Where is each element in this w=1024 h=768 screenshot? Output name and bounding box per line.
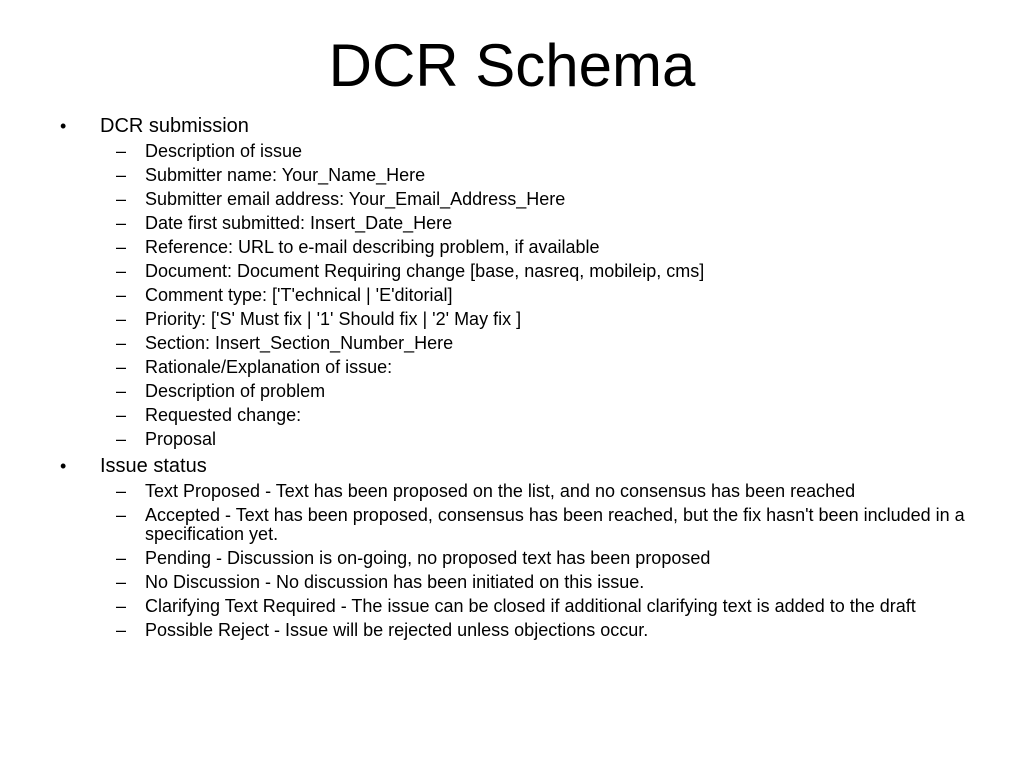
- dash-icon: –: [116, 572, 127, 592]
- sub-item: [0, 356, 1024, 380]
- dash-icon: –: [116, 165, 127, 185]
- bullet-item: [0, 112, 1024, 140]
- sub-item: [0, 480, 1024, 504]
- dash-icon: –: [116, 285, 127, 305]
- sub-item: [0, 504, 1024, 547]
- sub-item: [0, 595, 1024, 619]
- sub-item-text: Comment type: ['T'echnical | 'E'ditorial]: [145, 285, 453, 305]
- sub-item-text: Section: Insert_Section_Number_Here: [145, 333, 454, 353]
- sub-item-text: Submitter email address: Your_Email_Address_Here: [145, 189, 566, 209]
- dash-icon: –: [116, 405, 127, 425]
- slide-body: [0, 112, 1024, 643]
- dash-icon: –: [116, 261, 127, 281]
- dash-icon: –: [116, 548, 127, 568]
- sub-item: [0, 212, 1024, 236]
- slide-title: DCR Schema: [328, 32, 696, 99]
- bullet-icon: •: [60, 116, 67, 136]
- sub-item: [0, 332, 1024, 356]
- sub-item-text: Requested change:: [145, 405, 302, 425]
- dash-icon: –: [116, 381, 127, 401]
- dash-icon: –: [116, 505, 127, 525]
- sub-item: [0, 284, 1024, 308]
- sub-item: [0, 188, 1024, 212]
- section-issue-status: [0, 452, 1024, 643]
- section-dcr-submission: [0, 112, 1024, 452]
- sub-item-text: Submitter name: Your_Name_Here: [145, 165, 426, 185]
- sub-item: [0, 404, 1024, 428]
- dash-icon: –: [116, 237, 127, 257]
- sub-item-text: Clarifying Text Required - The issue can be closed if additional clarifying text is added to the draft: [145, 596, 916, 616]
- dash-icon: –: [116, 333, 127, 353]
- dash-icon: –: [116, 429, 127, 449]
- sub-item-text: Document: Document Requiring change [base, nasreq, mobileip, cms]: [145, 261, 705, 281]
- sub-item-text: Accepted - Text has been proposed, consensus has been reached, but the fix hasn't been included in a specification yet.: [145, 505, 965, 544]
- sub-list: [0, 140, 1024, 452]
- dash-icon: –: [116, 596, 127, 616]
- sub-item: [0, 619, 1024, 643]
- sub-item: [0, 140, 1024, 164]
- sub-item: [0, 236, 1024, 260]
- sub-item: [0, 308, 1024, 332]
- sub-item: [0, 380, 1024, 404]
- sub-item: [0, 164, 1024, 188]
- bullet-label: Issue status: [100, 455, 207, 477]
- dash-icon: –: [116, 213, 127, 233]
- sub-item: [0, 428, 1024, 452]
- bullet-item: [0, 452, 1024, 480]
- sub-item: [0, 547, 1024, 571]
- sub-item: [0, 571, 1024, 595]
- bullet-label: DCR submission: [100, 115, 249, 137]
- sub-item-text: Possible Reject - Issue will be rejected unless objections occur.: [145, 620, 649, 640]
- sub-item-text: Text Proposed - Text has been proposed on the list, and no consensus has been reached: [145, 481, 856, 501]
- sub-item-text: Date first submitted: Insert_Date_Here: [145, 213, 453, 233]
- dash-icon: –: [116, 309, 127, 329]
- dash-icon: –: [116, 620, 127, 640]
- dash-icon: –: [116, 357, 127, 377]
- bullet-icon: •: [60, 456, 67, 476]
- sub-item-text: Description of issue: [145, 141, 303, 161]
- sub-item: [0, 260, 1024, 284]
- sub-item-text: Reference: URL to e-mail describing problem, if available: [145, 237, 600, 257]
- sub-item-text: No Discussion - No discussion has been initiated on this issue.: [145, 572, 645, 592]
- sub-item-text: Proposal: [145, 429, 217, 449]
- sub-item-text: Description of problem: [145, 381, 326, 401]
- sub-item-text: Priority: ['S' Must fix | '1' Should fix | '2' May fix ]: [145, 309, 522, 329]
- sub-item-text: Rationale/Explanation of issue:: [145, 357, 393, 377]
- sub-item-text: Pending - Discussion is on-going, no proposed text has been proposed: [145, 548, 711, 568]
- dash-icon: –: [116, 141, 127, 161]
- dash-icon: –: [116, 481, 127, 501]
- dash-icon: –: [116, 189, 127, 209]
- sub-list: [0, 480, 1024, 643]
